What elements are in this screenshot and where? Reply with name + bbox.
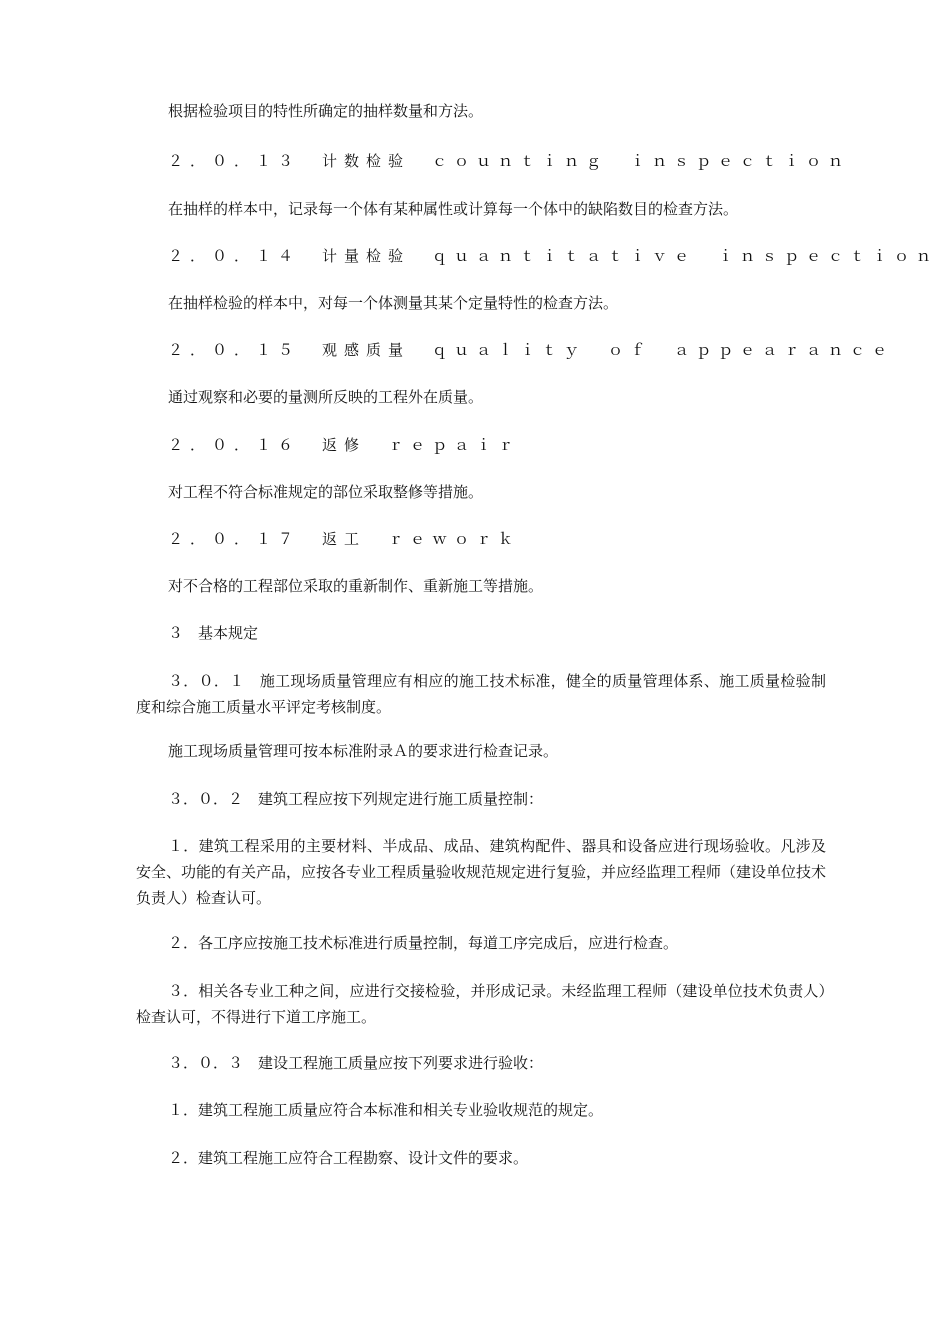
paragraph-repair: 对工程不符合标准规定的部位采取整修等措施。: [168, 483, 484, 501]
paragraph-quantitative-inspection: 在抽样检验的样本中，对每一个体测量其某个定量特性的检查方法。: [168, 294, 619, 312]
paragraph-rework: 对不合格的工程部位采取的重新制作、重新施工等措施。: [168, 577, 544, 595]
clause-3-0-1: ３．０．１ 施工现场质量管理应有相应的施工技术标准，健全的质量管理体系、施工质量检验制度和综合施工质量水平评定考核制度。: [136, 672, 826, 716]
list-item-3-0-2-1: １．建筑工程采用的主要材料、半成品、成品、建筑构配件、器具和设备应进行现场验收。凡涉及安全、功能的有关产品，应按各专业工程质量验收规范规定进行复验，并应经监理工程师（建设单位技术负责人）检查认可。: [136, 837, 827, 907]
paragraph-counting-inspection: 在抽样的样本中，记录每一个体有某种属性或计算每一个体中的缺陷数目的检查方法。: [168, 200, 739, 218]
list-item-3-0-2-2: ２．各工序应按施工技术标准进行质量控制，每道工序完成后，应进行检查。: [168, 934, 679, 952]
list-item-3-0-3-2: ２．建筑工程施工应符合工程勘察、设计文件的要求。: [168, 1149, 529, 1167]
list-item-3-0-3-1: １．建筑工程施工质量应符合本标准和相关专业验收规范的规定。: [168, 1101, 604, 1119]
clause-3-0-2-heading: ３．０．２ 建筑工程应按下列规定进行施工质量控制：: [168, 790, 544, 808]
list-item-3-0-2-3: ３．相关各专业工种之间，应进行交接检验，并形成记录。未经监理工程师（建设单位技术负责人）检查认可，不得进行下道工序施工。: [136, 982, 826, 1026]
clause-2-0-15-heading: ２．０．１５ 观感质量 ｑｕａｌｉｔｙ ｏｆ ａｐｐｅａｒａｎｃｅ: [168, 341, 895, 359]
section-3-heading: ３ 基本规定: [168, 624, 259, 642]
clause-2-0-16-heading: ２．０．１６ 返修 ｒｅｐａｉｒ: [168, 436, 521, 454]
paragraph-sampling-plan: 根据检验项目的特性所确定的抽样数量和方法。: [168, 102, 484, 120]
paragraph-quality-of-appearance: 通过观察和必要的量测所反映的工程外在质量。: [168, 388, 484, 406]
clause-2-0-13-heading: ２．０．１３ 计数检验 ｃｏｕｎｔｉｎｇ ｉｎｓｐｅｃｔｉｏｎ: [168, 152, 851, 170]
clause-3-0-3-heading: ３．０．３ 建设工程施工质量应按下列要求进行验收：: [168, 1054, 544, 1072]
paragraph-appendix-a-record: 施工现场质量管理可按本标准附录Ａ的要求进行检查记录。: [168, 742, 559, 760]
clause-2-0-17-heading: ２．０．１７ 返工 ｒｅｗｏｒｋ: [168, 530, 521, 548]
clause-2-0-14-heading: ２．０．１４ 计量检验 ｑｕａｎｔｉｔａｔｉｖｅ ｉｎｓｐｅｃｔｉｏｎ: [168, 247, 939, 265]
